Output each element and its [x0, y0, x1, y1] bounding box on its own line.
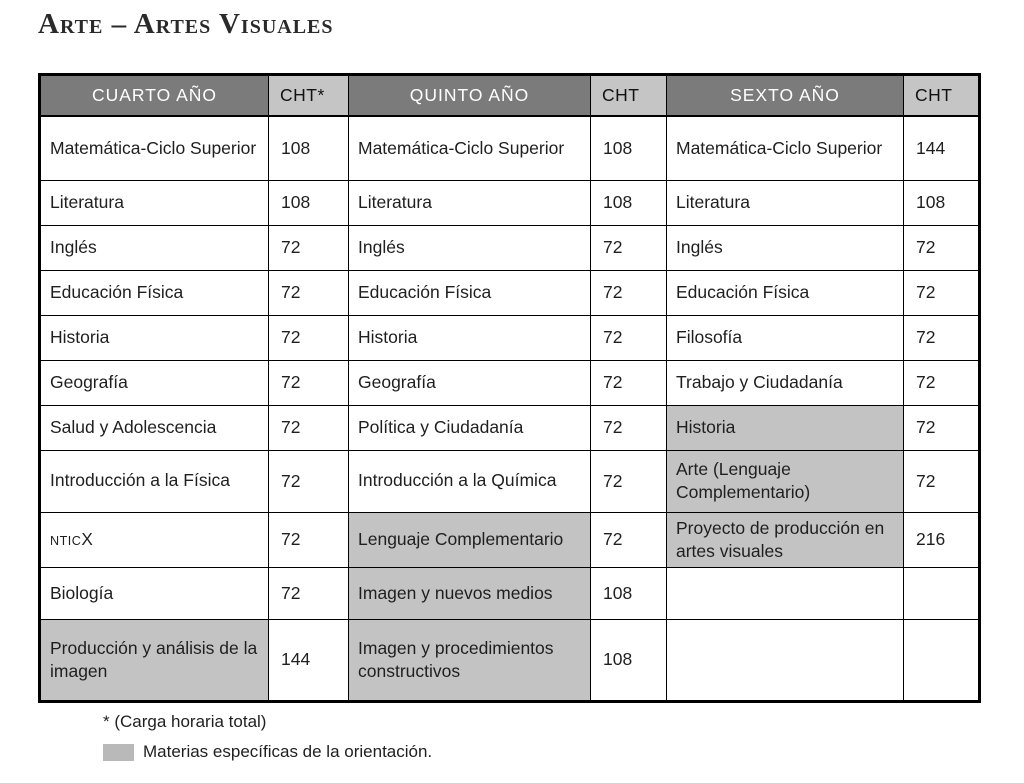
subject-cell: Proyecto de producción en artes visuales [667, 512, 904, 567]
cht-cell: 72 [269, 450, 349, 512]
subject-cell: Educación Física [40, 270, 269, 315]
subject-cell: Historia [667, 405, 904, 450]
table-row [40, 116, 980, 180]
cht-cell: 72 [591, 225, 667, 270]
header-cht-cuarto: CHT* [269, 75, 349, 117]
cht-cell: 72 [269, 360, 349, 405]
header-cht-quinto: CHT [591, 75, 667, 117]
cht-cell: 72 [904, 405, 980, 450]
subject-cell: Literatura [40, 180, 269, 225]
page-title: Arte – Artes Visuales [38, 8, 334, 40]
cht-cell: 108 [591, 567, 667, 619]
subject-cell: Introducción a la Química [349, 450, 591, 512]
subject-cell: Biología [40, 567, 269, 619]
subject-cell: Inglés [667, 225, 904, 270]
subject-cell: Geografía [40, 360, 269, 405]
subject-cell: Historia [349, 315, 591, 360]
cht-cell [904, 567, 980, 619]
curriculum-table [38, 73, 981, 703]
cht-cell: 72 [269, 270, 349, 315]
table-row [40, 270, 980, 315]
cht-cell: 108 [269, 180, 349, 225]
cht-cell: 108 [591, 180, 667, 225]
shaded-legend-swatch-icon [103, 744, 134, 761]
subject-cell: Producción y análisis de la imagen [40, 619, 269, 701]
cht-cell: 72 [904, 270, 980, 315]
cht-cell: 108 [591, 116, 667, 180]
subject-cell: Matemática-Ciclo Superior [349, 116, 591, 180]
subject-cell: Educación Física [667, 270, 904, 315]
subject-cell: Educación Física [349, 270, 591, 315]
table-row [40, 180, 980, 225]
subject-cell: Política y Ciudadanía [349, 405, 591, 450]
header-cht-sexto: CHT [904, 75, 980, 117]
cht-cell [904, 619, 980, 701]
header-cuarto-ano: CUARTO AÑO [40, 75, 269, 117]
cht-cell: 72 [269, 512, 349, 567]
cht-cell: 108 [904, 180, 980, 225]
cht-cell: 72 [269, 315, 349, 360]
subject-cell: Arte (Lenguaje Complementario) [667, 450, 904, 512]
subject-cell: Lenguaje Complementario [349, 512, 591, 567]
header-sexto-ano: SEXTO AÑO [667, 75, 904, 117]
table-header-row [40, 75, 980, 117]
subject-cell: Geografía [349, 360, 591, 405]
subject-cell: Literatura [349, 180, 591, 225]
cht-cell: 108 [591, 619, 667, 701]
cht-cell: 108 [269, 116, 349, 180]
subject-cell: Matemática-Ciclo Superior [667, 116, 904, 180]
subject-cell: Historia [40, 315, 269, 360]
subject-cell: Imagen y nuevos medios [349, 567, 591, 619]
table-row [40, 450, 980, 512]
subject-cell: Salud y Adolescencia [40, 405, 269, 450]
table-row [40, 405, 980, 450]
cht-cell: 72 [904, 315, 980, 360]
subject-cell: Matemática-Ciclo Superior [40, 116, 269, 180]
cht-cell: 72 [269, 225, 349, 270]
cht-cell: 144 [904, 116, 980, 180]
subject-cell: Filosofía [667, 315, 904, 360]
subject-cell: Inglés [40, 225, 269, 270]
subject-cell: Introducción a la Física [40, 450, 269, 512]
footnote-legend [103, 742, 432, 762]
table-row [40, 315, 980, 360]
table-row [40, 619, 980, 701]
subject-cell [667, 567, 904, 619]
table-row [40, 512, 980, 567]
subject-cell: NTICX [40, 512, 269, 567]
footnote-legend-label: Materias específicas de la orientación. [143, 742, 433, 761]
table-row [40, 360, 980, 405]
cht-cell: 72 [269, 567, 349, 619]
curriculum-table-body [40, 116, 980, 701]
subject-cell [667, 619, 904, 701]
footnote-carga-horaria: * (Carga horaria total) [103, 712, 267, 731]
subject-cell: Imagen y procedimientos constructivos [349, 619, 591, 701]
header-quinto-ano: QUINTO AÑO [349, 75, 591, 117]
cht-cell: 72 [904, 450, 980, 512]
cht-cell: 216 [904, 512, 980, 567]
subject-cell: Literatura [667, 180, 904, 225]
cht-cell: 72 [591, 405, 667, 450]
cht-cell: 72 [591, 270, 667, 315]
cht-cell: 72 [591, 450, 667, 512]
table-row [40, 567, 980, 619]
cht-cell: 72 [904, 225, 980, 270]
subject-cell: Trabajo y Ciudadanía [667, 360, 904, 405]
cht-cell: 72 [591, 315, 667, 360]
cht-cell: 72 [591, 512, 667, 567]
subject-cell: Inglés [349, 225, 591, 270]
cht-cell: 72 [904, 360, 980, 405]
cht-cell: 144 [269, 619, 349, 701]
table-row [40, 225, 980, 270]
cht-cell: 72 [269, 405, 349, 450]
cht-cell: 72 [591, 360, 667, 405]
